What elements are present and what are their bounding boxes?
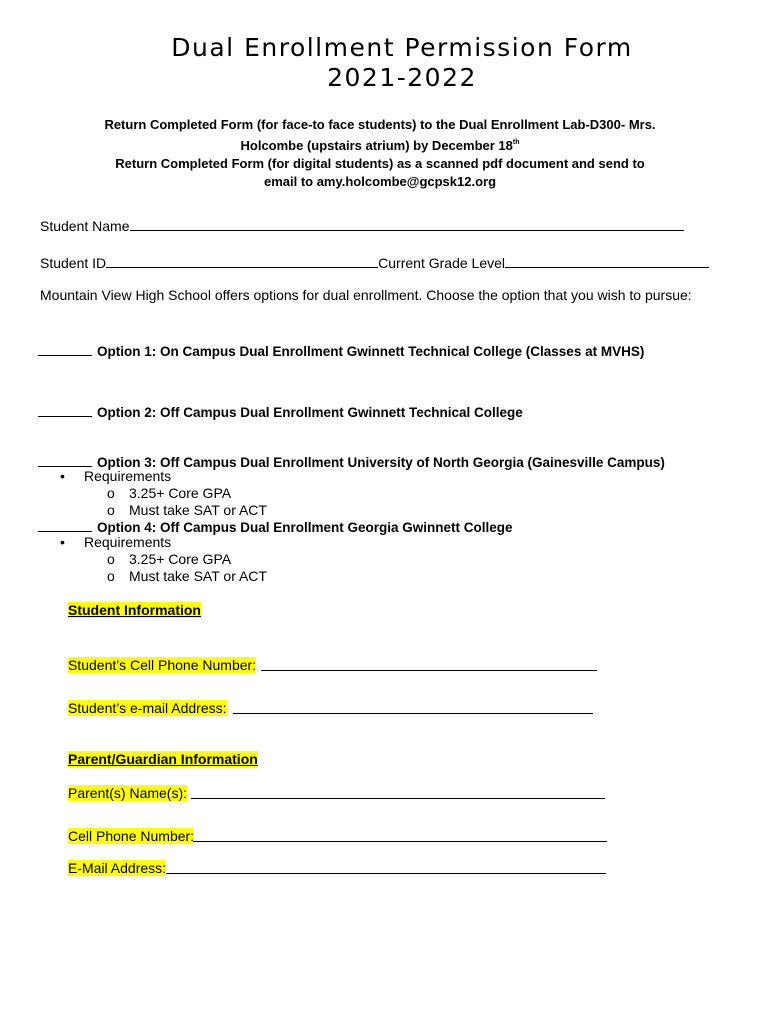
option-1-label: Option 1: On Campus Dual Enrollment Gwinnett Technical College (Classes at MVHS) bbox=[97, 344, 645, 359]
requirement-test: Must take SAT or ACT bbox=[129, 568, 267, 584]
option-3-label: Option 3: Off Campus Dual Enrollment University of North Georgia (Gainesville Campus) bbox=[97, 455, 665, 470]
requirement-gpa: 3.25+ Core GPA bbox=[129, 551, 232, 567]
student-info-heading bbox=[68, 601, 201, 619]
instruction-deadline: Holcombe (upstairs atrium) by December 18 bbox=[240, 138, 513, 153]
bullet-icon: • bbox=[60, 468, 65, 484]
student-email-label: Student’s e-mail Address: bbox=[68, 700, 227, 716]
option-4-checkline[interactable] bbox=[38, 517, 92, 532]
parent-email-label: E-Mail Address: bbox=[68, 860, 167, 876]
option-2 bbox=[38, 402, 523, 422]
intro-text: Mountain View High School offers options for dual enrollment. Choose the option that you wish to pursue: bbox=[40, 287, 692, 303]
deadline-suffix: th bbox=[512, 139, 520, 146]
instruction-line-1: Return Completed Form (for face-to face students) to the Dual Enrollment Lab-D300- Mrs. bbox=[104, 117, 656, 132]
option-3-checkline[interactable] bbox=[38, 452, 92, 467]
requirement-test: Must take SAT or ACT bbox=[129, 502, 267, 518]
parent-names-line[interactable] bbox=[191, 784, 605, 799]
student-id-field bbox=[40, 253, 709, 272]
circle-bullet-icon: o bbox=[107, 485, 115, 501]
student-name-field bbox=[40, 216, 684, 235]
option-4-label: Option 4: Off Campus Dual Enrollment Georgia Gwinnett College bbox=[97, 520, 513, 535]
student-info-heading-text: Student Information bbox=[68, 602, 201, 618]
parent-cell-line[interactable] bbox=[193, 827, 607, 842]
parent-cell-label: Cell Phone Number: bbox=[68, 828, 195, 844]
option-1-checkline[interactable] bbox=[38, 341, 92, 356]
student-id-line[interactable] bbox=[106, 253, 378, 268]
circle-bullet-icon: o bbox=[107, 502, 115, 518]
circle-bullet-icon: o bbox=[107, 568, 115, 584]
parent-email-line[interactable] bbox=[166, 859, 606, 874]
student-email-field bbox=[68, 699, 227, 717]
form-title: Dual Enrollment Permission Form bbox=[171, 33, 633, 62]
option-3-requirements bbox=[60, 468, 360, 520]
option-1 bbox=[38, 341, 644, 361]
parent-cell-field bbox=[68, 827, 194, 845]
parent-names-label: Parent(s) Name(s): bbox=[68, 785, 188, 801]
circle-bullet-icon: o bbox=[107, 551, 115, 567]
requirements-label: Requirements bbox=[84, 534, 172, 550]
requirement-gpa: 3.25+ Core GPA bbox=[129, 485, 232, 501]
student-cell-label: Student’s Cell Phone Number: bbox=[68, 657, 257, 673]
instruction-line-4: email to amy.holcombe@gcpsk12.org bbox=[263, 174, 497, 189]
requirements-label: Requirements bbox=[84, 468, 172, 484]
bullet-icon: • bbox=[60, 534, 65, 550]
instruction-line-2 bbox=[70, 134, 690, 155]
grade-level-label: Current Grade Level bbox=[378, 255, 505, 271]
option-2-checkline[interactable] bbox=[38, 402, 92, 417]
student-name-line[interactable] bbox=[130, 216, 684, 231]
instruction-line-3: Return Completed Form (for digital students) as a scanned pdf document and send to bbox=[115, 156, 645, 171]
parent-info-heading-text: Parent/Guardian Information bbox=[68, 751, 258, 767]
grade-level-line[interactable] bbox=[505, 253, 709, 268]
student-cell-field bbox=[68, 656, 256, 674]
student-email-line[interactable] bbox=[233, 699, 593, 714]
student-cell-line[interactable] bbox=[261, 656, 597, 671]
instructions bbox=[70, 116, 690, 191]
student-id-label: Student ID bbox=[40, 255, 107, 271]
parent-email-field bbox=[68, 859, 166, 877]
form-year: 2021-2022 bbox=[327, 63, 477, 92]
option-2-label: Option 2: Off Campus Dual Enrollment Gwinnett Technical College bbox=[97, 405, 523, 420]
student-name-label: Student Name bbox=[40, 218, 130, 234]
option-4-requirements bbox=[60, 534, 360, 586]
parent-names-field bbox=[68, 784, 187, 802]
parent-info-heading bbox=[68, 750, 258, 768]
